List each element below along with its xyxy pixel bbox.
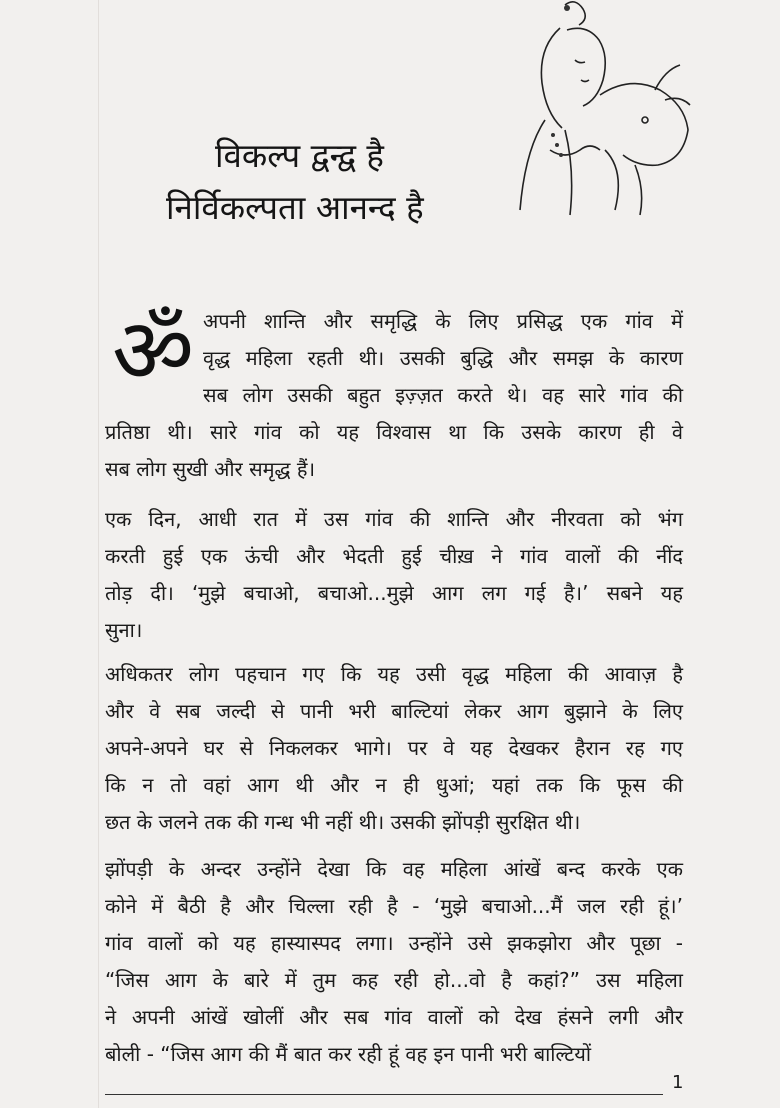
paragraph-line: झोंपड़ी के अन्दर उन्होंने देखा कि वह महिला आंखें बन्द करके एक	[105, 857, 683, 881]
paragraph-line: वृद्ध महिला रहती थी। उसकी बुद्धि और समझ के कारण	[203, 346, 683, 370]
paragraph-line: ने अपनी आंखें खोलीं और सब गांव वालों को देख हंसने लगी और	[105, 1005, 683, 1029]
paragraph-line: कि न तो वहां आग थी और न ही धुआं; यहां तक कि फूस की	[105, 773, 683, 797]
svg-text:ॐ: ॐ	[112, 300, 195, 395]
paragraph-line: सब लोग उसकी बहुत इज़्ज़त करते थे। वह सारे गांव की	[203, 383, 683, 407]
footer-rule	[105, 1094, 663, 1095]
paragraph-line: अपने-अपने घर से निकलकर भागे। पर वे यह देखकर हैरान रह गए	[105, 736, 683, 760]
page-edge	[98, 0, 99, 1108]
paragraph-line: एक दिन, आधी रात में उस गांव की शान्ति और नीरवता को भंग	[105, 507, 683, 531]
paragraph-line: बोली - “जिस आग की मैं बात कर रही हूं वह इन पानी भरी बाल्टियों	[105, 1042, 592, 1066]
paragraph-line: प्रतिष्ठा थी। सारे गांव को यह विश्वास था कि उसके कारण ही वे	[105, 420, 683, 444]
chapter-title-line-2: निर्विकल्पता आनन्द है	[166, 188, 424, 227]
paragraph-line: छत के जलने तक की गन्ध भी नहीं थी। उसकी झोंपड़ी सुरक्षित थी।	[105, 810, 581, 834]
om-symbol-drop-cap	[112, 300, 204, 395]
paragraph-line: सुना।	[105, 618, 143, 642]
paragraph-line: सब लोग सुखी और समृद्ध हैं।	[105, 457, 316, 481]
paragraph-line: गांव वालों को यह हास्यास्पद लगा। उन्होंने उसे झकझोरा और पूछा -	[105, 931, 683, 955]
paragraph-line: अधिकतर लोग पहचान गए कि यह उसी वृद्ध महिला की आवाज़ है	[105, 662, 683, 686]
chapter-title-line-1: विकल्प द्वन्द्व है	[215, 136, 384, 175]
paragraph-line: तोड़ दी। ‘मुझे बचाओ, बचाओ...मुझे आग लग गई है।’ सबने यह	[105, 581, 683, 605]
paragraph-line: करती हुई एक ऊंची और भेदती हुई चीख़ ने गांव वालों की नींद	[105, 544, 683, 568]
paragraph-line: अपनी शान्ति और समृद्धि के लिए प्रसिद्ध एक गांव में	[203, 309, 683, 333]
krishna-with-cow-illustration	[505, 0, 695, 220]
page-number: 1	[672, 1072, 684, 1093]
paragraph-line: और वे सब जल्दी से पानी भरी बाल्टियां लेकर आग बुझाने के लिए	[105, 699, 683, 723]
paragraph-line: “जिस आग के बारे में तुम कह रही हो...वो है कहां?” उस महिला	[105, 968, 683, 992]
paragraph-line: कोने में बैठी है और चिल्ला रही है - ‘मुझे बचाओ...मैं जल रही हूं।’	[105, 894, 683, 918]
